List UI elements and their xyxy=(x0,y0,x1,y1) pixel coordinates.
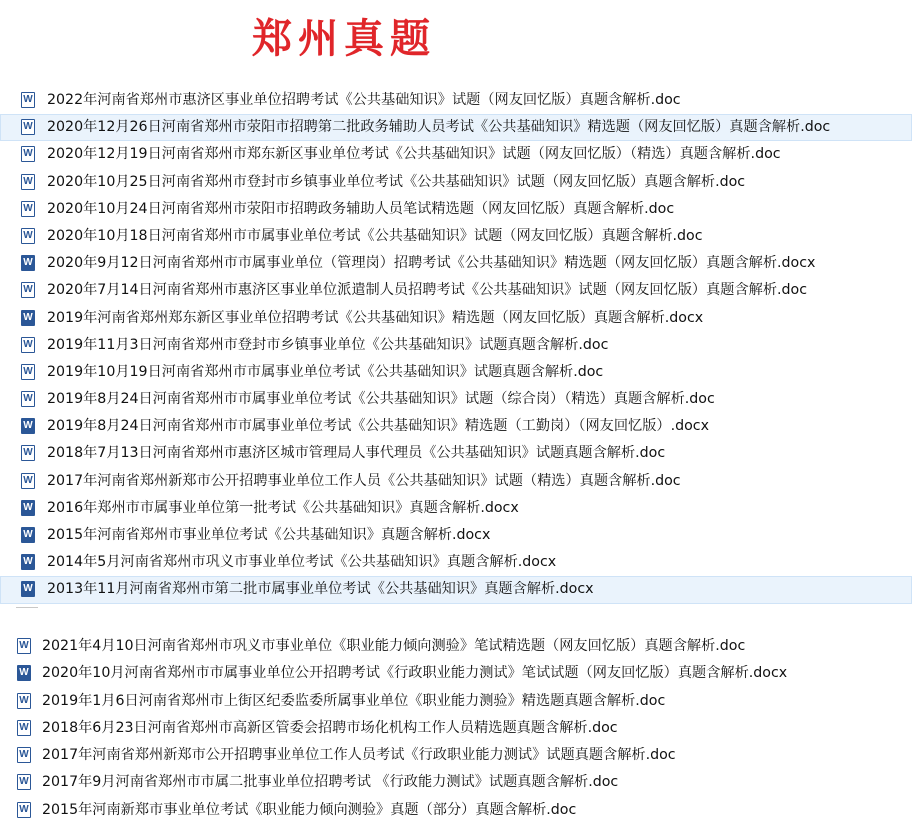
word-doc-icon: W xyxy=(21,337,35,353)
file-name: 2021年4月10日河南省郑州市巩义市事业单位《职业能力倾向测验》笔试精选题（网友回忆版）真题含解析.doc xyxy=(42,638,746,654)
file-name: 2015年河南省郑州市事业单位考试《公共基础知识》真题含解析.docx xyxy=(47,527,491,543)
file-name: 2019年河南省郑州郑东新区事业单位招聘考试《公共基础知识》精选题（网友回忆版）真题含解析.docx xyxy=(47,309,704,326)
file-row[interactable] xyxy=(0,522,912,549)
word-docx-icon: W xyxy=(21,554,35,570)
file-name: 2014年5月河南省郑州市巩义市事业单位考试《公共基础知识》真题含解析.docx xyxy=(47,554,557,571)
file-list-aptitude xyxy=(0,633,912,824)
file-row[interactable] xyxy=(0,576,912,603)
file-row[interactable] xyxy=(0,87,912,114)
file-row[interactable] xyxy=(0,169,912,196)
file-row[interactable] xyxy=(0,305,912,332)
word-doc-icon: W xyxy=(17,693,31,709)
word-doc-icon: W xyxy=(21,201,35,217)
file-name: 2019年8月24日河南省郑州市市属事业单位考试《公共基础知识》精选题（工勤岗）（网友回忆版）.docx xyxy=(47,418,709,435)
file-name: 2020年10月24日河南省郑州市荥阳市招聘政务辅助人员笔试精选题（网友回忆版）真题含解析.doc xyxy=(47,200,675,217)
file-row[interactable] xyxy=(0,413,912,440)
file-name: 2019年8月24日河南省郑州市市属事业单位考试《公共基础知识》试题（综合岗）（精选）真题含解析.doc xyxy=(47,391,715,408)
word-docx-icon: W xyxy=(21,527,35,543)
file-row[interactable] xyxy=(0,660,912,687)
word-doc-icon: W xyxy=(17,638,31,654)
file-row[interactable] xyxy=(0,742,912,769)
word-docx-icon: W xyxy=(21,500,35,516)
file-row[interactable] xyxy=(0,277,912,304)
file-name: 2019年1月6日河南省郑州市上街区纪委监委所属事业单位《职业能力测验》精选题真题含解析.doc xyxy=(42,692,666,709)
word-docx-icon: W xyxy=(21,581,35,597)
file-name: 2015年河南新郑市事业单位考试《职业能力倾向测验》真题（部分）真题含解析.doc xyxy=(42,801,577,818)
file-name: 2019年10月19日河南省郑州市市属事业单位考试《公共基础知识》试题真题含解析.doc xyxy=(47,363,604,380)
word-doc-icon: W xyxy=(21,228,35,244)
word-doc-icon: W xyxy=(17,747,31,763)
file-row[interactable] xyxy=(0,549,912,576)
file-row[interactable] xyxy=(0,468,912,495)
word-doc-icon: W xyxy=(21,174,35,190)
file-name: 2017年河南省郑州新郑市公开招聘事业单位工作人员《公共基础知识》试题（精选）真题含解析.doc xyxy=(47,472,681,489)
file-name: 2018年7月13日河南省郑州市惠济区城市管理局人事代理员《公共基础知识》试题真题含解析.doc xyxy=(47,445,666,462)
file-name: 2020年10月河南省郑州市市属事业单位公开招聘考试《行政职业能力测试》笔试试题（网友回忆版）真题含解析.docx xyxy=(42,665,788,682)
file-name: 2020年12月19日河南省郑州市郑东新区事业单位考试《公共基础知识》试题（网友回忆版）（精选）真题含解析.doc xyxy=(47,146,781,163)
file-row[interactable] xyxy=(0,797,912,824)
word-doc-icon: W xyxy=(21,364,35,380)
file-name: 2018年6月23日河南省郑州市高新区管委会招聘市场化机构工作人员精选题真题含解析.doc xyxy=(42,719,618,736)
word-doc-icon: W xyxy=(17,802,31,818)
word-doc-icon: W xyxy=(21,119,35,135)
file-row[interactable] xyxy=(0,440,912,467)
file-name: 2017年9月河南省郑州市市属二批事业单位招聘考试 《行政能力测试》试题真题含解析.doc xyxy=(42,774,619,791)
divider xyxy=(16,607,38,612)
file-row[interactable] xyxy=(0,141,912,168)
file-row[interactable] xyxy=(0,250,912,277)
file-list-public-knowledge xyxy=(0,87,912,604)
file-row[interactable] xyxy=(0,769,912,796)
file-name: 2013年11月河南省郑州市第二批市属事业单位考试《公共基础知识》真题含解析.docx xyxy=(47,581,594,598)
word-docx-icon: W xyxy=(21,418,35,434)
file-row[interactable] xyxy=(0,332,912,359)
file-name: 2020年9月12日河南省郑州市市属事业单位（管理岗）招聘考试《公共基础知识》精选题（网友回忆版）真题含解析.docx xyxy=(47,255,816,272)
word-docx-icon: W xyxy=(21,310,35,326)
file-name: 2020年12月26日河南省郑州市荥阳市招聘第二批政务辅助人员考试《公共基础知识》精选题（网友回忆版）真题含解析.doc xyxy=(47,119,831,136)
word-doc-icon: W xyxy=(21,445,35,461)
word-docx-icon: W xyxy=(17,665,31,681)
file-name: 2022年河南省郑州市惠济区事业单位招聘考试《公共基础知识》试题（网友回忆版）真题含解析.doc xyxy=(47,92,681,108)
word-doc-icon: W xyxy=(21,473,35,489)
word-doc-icon: W xyxy=(21,282,35,298)
file-row[interactable] xyxy=(0,633,912,660)
file-name: 2017年河南省郑州新郑市公开招聘事业单位工作人员考试《行政职业能力测试》试题真题含解析.doc xyxy=(42,747,676,764)
file-row[interactable] xyxy=(0,715,912,742)
word-doc-icon: W xyxy=(17,774,31,790)
file-row[interactable] xyxy=(0,359,912,386)
word-docx-icon: W xyxy=(21,255,35,271)
file-row[interactable] xyxy=(0,223,912,250)
file-name: 2016年郑州市市属事业单位第一批考试《公共基础知识》真题含解析.docx xyxy=(47,499,519,516)
page-title: 郑州真题 xyxy=(252,16,436,62)
file-name: 2019年11月3日河南省郑州市登封市乡镇事业单位《公共基础知识》试题真题含解析.doc xyxy=(47,336,609,353)
file-name: 2020年10月25日河南省郑州市登封市乡镇事业单位考试《公共基础知识》试题（网友回忆版）真题含解析.doc xyxy=(47,173,746,190)
file-row[interactable] xyxy=(0,196,912,223)
word-doc-icon: W xyxy=(21,146,35,162)
word-doc-icon: W xyxy=(17,720,31,736)
word-doc-icon: W xyxy=(21,92,35,108)
file-name: 2020年7月14日河南省郑州市惠济区事业单位派遣制人员招聘考试《公共基础知识》试题（网友回忆版）真题含解析.doc xyxy=(47,282,807,299)
file-row[interactable] xyxy=(0,386,912,413)
word-doc-icon: W xyxy=(21,391,35,407)
file-row[interactable] xyxy=(0,114,912,141)
file-row[interactable] xyxy=(0,495,912,522)
file-row[interactable] xyxy=(0,688,912,715)
file-name: 2020年10月18日河南省郑州市市属事业单位考试《公共基础知识》试题（网友回忆版）真题含解析.doc xyxy=(47,227,703,244)
